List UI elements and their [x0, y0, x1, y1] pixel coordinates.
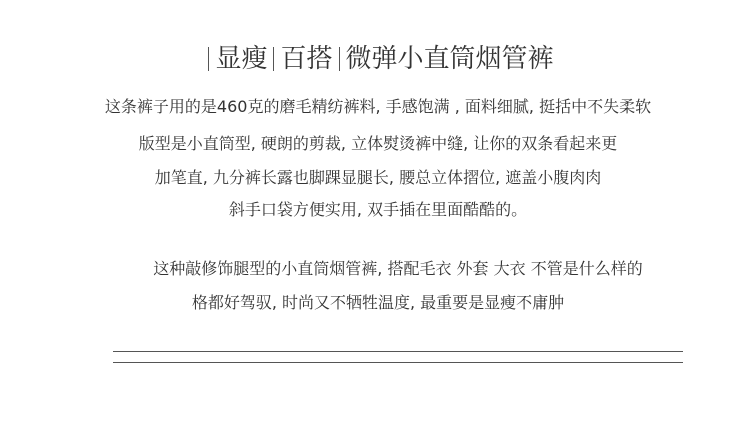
divider-line-top: [113, 351, 683, 352]
title-segment-versatile: 百搭: [280, 43, 333, 74]
title-divider: [339, 47, 340, 71]
paragraph2-line-2: 格都好驾驭, 时尚又不牺牲温度, 最重要是显瘦不庸肿: [191, 293, 565, 312]
title-divider: [208, 47, 209, 71]
paragraph1-line-3: 加笔直, 九分裤长露也脚踝显腿长, 腰总立体摺位, 遮盖小腹肉肉: [154, 168, 602, 187]
paragraph1-line-2: 版型是小直筒型, 硬朗的剪裁, 立体熨烫裤中缝, 让你的双条看起来更: [138, 134, 618, 153]
title-divider: [273, 47, 274, 71]
title-segment-product-name: 微弹小直筒烟管裤: [345, 43, 554, 74]
paragraph2-line-1: 这种敲修饰腿型的小直筒烟管裤, 搭配毛衣 外套 大衣 不管是什么样的: [153, 259, 643, 278]
paragraph1-line-1: 这条裤子用的是460克的磨毛精纺裤料, 手感饱满 , 面料细腻, 挺括中不失柔软: [104, 97, 652, 116]
divider-line-bottom: [113, 362, 683, 363]
title-segment-slimming: 显瘦: [215, 43, 268, 74]
page-title: [0, 38, 756, 79]
paragraph1-line-4: 斜手口袋方便实用, 双手插在里面酷酷的。: [228, 200, 528, 219]
